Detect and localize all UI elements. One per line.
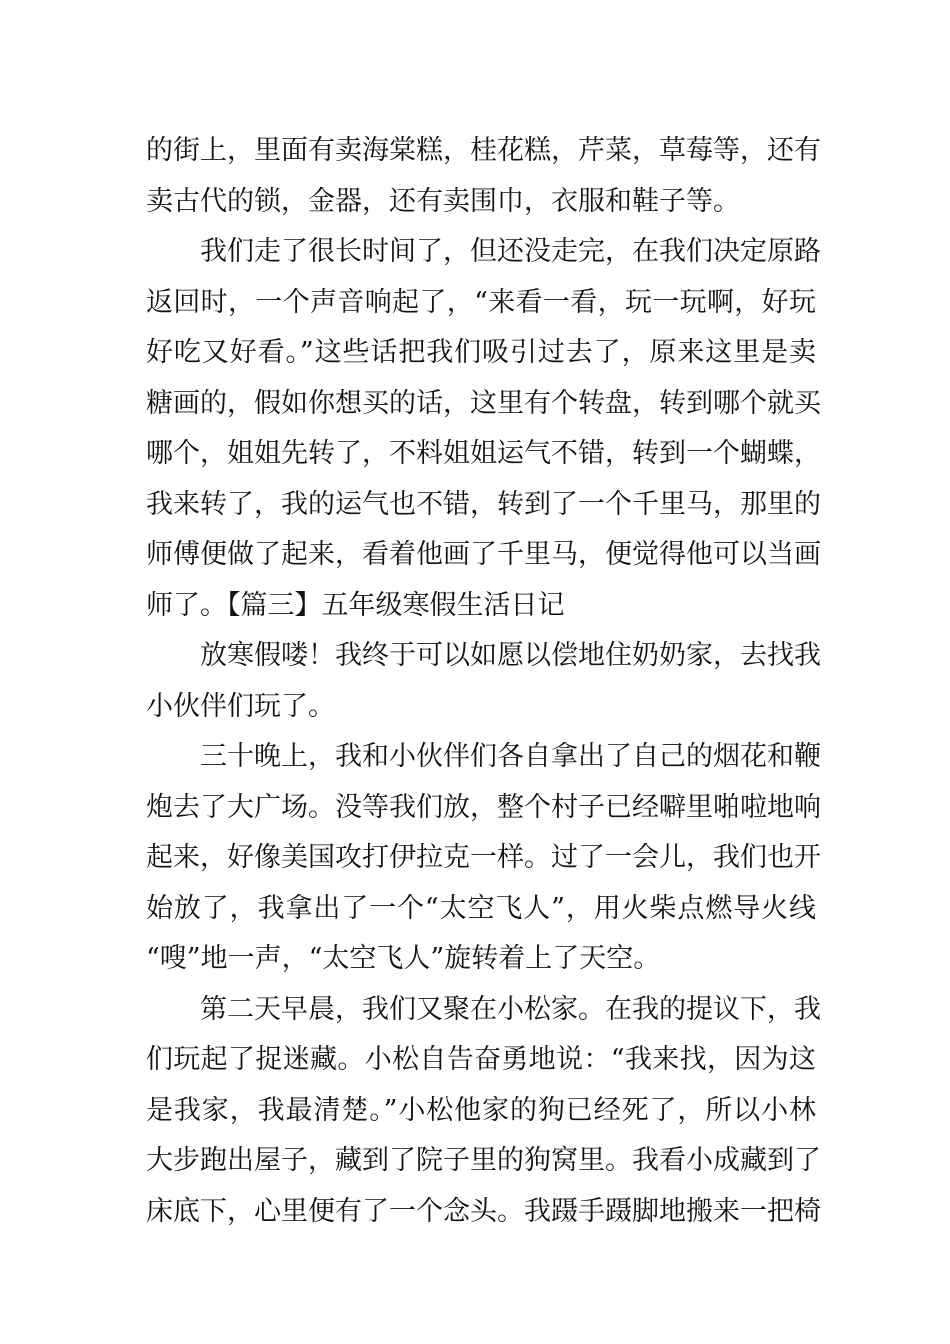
body-text — [146, 126, 821, 1237]
paragraph-start-line: 我们走了很长时间了，但还没走完，在我们决定原路 — [200, 236, 821, 267]
text-line: 返回时，一个声音响起了，“来看一看，玩一玩啊，好玩 — [146, 286, 816, 318]
text-line: 炮去了大广场。没等我们放，整个村子已经噼里啪啦地响 — [146, 791, 821, 823]
text-line: 好吃又好看。”这些话把我们吸引过去了，原来这里是卖 — [146, 337, 816, 368]
paragraph-start-line: 放寒假喽！我终于可以如愿以偿地住奶奶家，去找我 — [200, 640, 821, 671]
paragraph-start-line: 三十晚上，我和小伙伴们各自拿出了自己的烟花和鞭 — [200, 741, 821, 772]
text-line: 卖古代的锁，金器，还有卖围巾，衣服和鞋子等。 — [146, 185, 740, 217]
paragraph-start-line: 第二天早晨，我们又聚在小松家。在我的提议下，我 — [200, 993, 821, 1025]
text-line: 是我家，我最清楚。”小松他家的狗已经死了，所以小林 — [146, 1094, 816, 1126]
text-line: 小伙伴们玩了。 — [146, 690, 335, 722]
text-line: 床底下，心里便有了一个念头。我蹑手蹑脚地搬来一把椅 — [146, 1195, 821, 1227]
text-line: 我来转了，我的运气也不错，转到了一个千里马，那里的 — [146, 488, 821, 520]
text-line: 起来，好像美国攻打伊拉克一样。过了一会儿，我们也开 — [146, 842, 821, 873]
text-line: 的街上，里面有卖海棠糕，桂花糕，芹菜，草莓等，还有 — [146, 135, 821, 166]
text-line: 哪个，姐姐先转了，不料姐姐运气不错，转到一个蝴蝶， — [146, 438, 821, 469]
text-line: 师傅便做了起来，看着他画了千里马，便觉得他可以当画 — [146, 539, 821, 570]
text-line: 们玩起了捉迷藏。小松自告奋勇地说：“我来找，因为这 — [146, 1044, 816, 1075]
text-line: 始放了，我拿出了一个“太空飞人”，用火柴点燃导火线 — [146, 892, 816, 924]
text-line: “嗖”地一声，“太空飞人”旋转着上了天空。 — [146, 943, 661, 974]
text-line: 大步跑出屋子，藏到了院子里的狗窝里。我看小成藏到了 — [146, 1145, 821, 1176]
section-heading-line: 师了。【篇三】五年级寒假生活日记 — [146, 589, 565, 621]
text-line: 糖画的，假如你想买的话，这里有个转盘，转到哪个就买 — [146, 387, 821, 419]
